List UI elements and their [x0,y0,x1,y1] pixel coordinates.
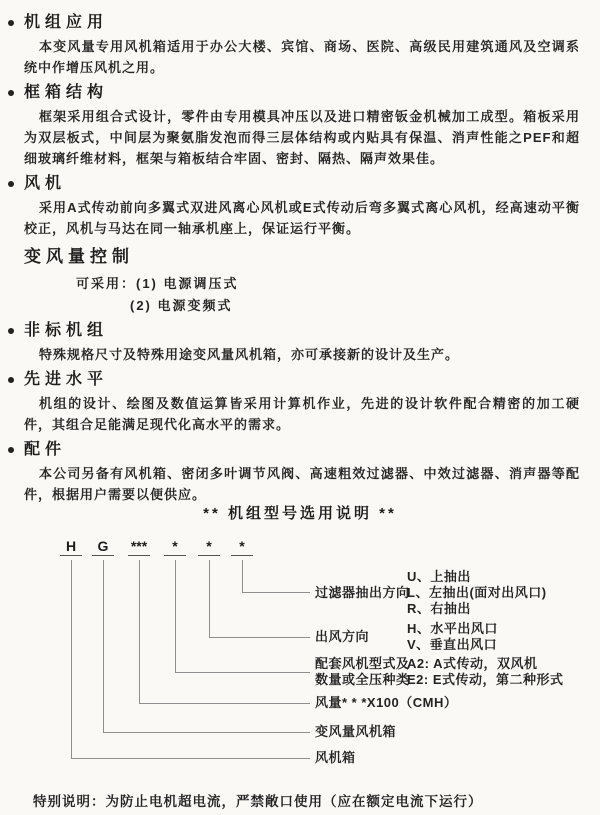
section-unit-application [24,13,580,78]
section-vav-control [24,246,580,316]
leader-line-horizontal [139,703,310,704]
vav-control-option-1: 可采用：(1) 电源调压式 [76,276,239,291]
label-outlet-direction [315,621,498,653]
section-heading [24,440,580,459]
leader-line-horizontal [103,732,310,733]
option-l: L、左抽出(面对出风口) [407,585,547,600]
code-char-fan-type: * [164,538,186,556]
label-filter-direction [315,569,547,617]
label-prefix: 过滤器抽出方向 [315,585,410,600]
label-options [407,569,547,617]
vav-control-option-2: (2) 电源变频式 [130,298,233,313]
label-prefix-line: 数量或全压种类 [315,672,410,687]
option-a2: A2: A式传动，双风机 [407,656,538,671]
leader-line-vertical [242,560,243,592]
bullet-icon [8,328,14,334]
diagram-title: ** 机组型号选用说明 ** [203,505,397,522]
leader-line-vertical [139,560,140,703]
bullet-icon [8,90,14,96]
leader-line-vertical [103,560,104,732]
section-body: 特殊规格尺寸及特殊用途变风量风机箱，亦可承接新的设计及生产。 [38,347,459,362]
label-prefix-line: 配套风机型式及 [315,656,410,671]
label-airflow: 风量* * *X100（CMH） [315,695,458,710]
code-char-airflow: *** [128,538,150,556]
section-frame-structure [24,83,580,169]
section-heading-text: 风机 [24,175,67,192]
section-heading-text: 配件 [24,441,67,458]
leader-line-vertical [71,560,72,758]
section-heading [24,83,580,102]
section-fan [24,174,580,239]
option-v: V、垂直出风口 [407,637,498,652]
section-heading-text: 先进水平 [24,371,109,388]
leader-line-horizontal [71,758,310,759]
section-body: 框架采用组合式设计，零件由专用模具冲压以及进口精密钣金机械加工成型。箱板采用为双层板式，中间层为聚氨脂发泡而得三层体结构或内贴具有保温、消声性能之PEF和超细玻璃纤维材料，框架与箱板结合牢固、密封、隔热、隔声效果佳。 [24,109,580,166]
option-h: H、水平出风口 [407,621,498,636]
option-r: R、右抽出 [407,601,471,616]
code-char-filter: * [231,538,253,556]
section-heading-text: 框箱结构 [24,84,109,101]
bullet-icon [8,181,14,187]
leader-line-vertical [175,560,176,672]
label-options [407,656,564,688]
bullet-icon [8,20,14,26]
section-heading [24,370,580,389]
section-heading [24,13,580,32]
code-char-outlet: * [198,538,220,556]
bullet-icon [8,447,14,453]
model-code-diagram [0,490,600,815]
section-nonstandard-unit [24,321,580,365]
label-prefix: 出风方向 [315,629,370,644]
label-fan-box: 风机箱 [315,750,356,765]
section-body: 机组的设计、绘图及数值运算皆采用计算机作业，先进的设计软件配合精密的加工硬件，其组合足能满足现代化高水平的需求。 [24,396,580,432]
code-char-h: H [60,538,82,556]
leader-line-vertical [209,560,210,637]
section-body: 本公司另备有风机箱、密闭多叶调节风阀、高速粗效过滤器、中效过滤器、消声器等配件，根据用户需要以便供应。 [24,466,580,502]
label-options [407,621,498,653]
option-u: U、上抽出 [407,569,471,584]
label-prefix [315,656,410,688]
leader-line-horizontal [209,637,310,638]
vav-control-heading: 变风量控制 [24,247,134,266]
leader-line-horizontal [242,592,310,593]
section-heading [24,321,580,340]
label-vav-fan-box: 变风量风机箱 [315,724,397,739]
section-heading-text: 非标机组 [24,322,109,339]
code-char-g: G [92,538,114,556]
label-fan-type [315,656,564,688]
option-e2: E2: E式传动，第二种形式 [407,672,564,687]
section-body: 本变风量专用风机箱适用于办公大楼、宾馆、商场、医院、高级民用建筑通风及空调系统中作增压风机之用。 [24,39,580,75]
section-body: 采用A式传动前向多翼式双进风离心风机或E式传动后弯多翼式离心风机，经高速动平衡校正，风机与马达在同一轴承机座上，保证运行平衡。 [24,200,580,236]
bullet-icon [8,377,14,383]
leader-line-horizontal [175,672,310,673]
section-heading [24,174,580,193]
section-heading-text: 机组应用 [24,14,109,31]
special-note: 特别说明：为防止电机超电流，严禁敞口使用（应在额定电流下运行） [33,794,483,809]
section-advanced-level [24,370,580,435]
